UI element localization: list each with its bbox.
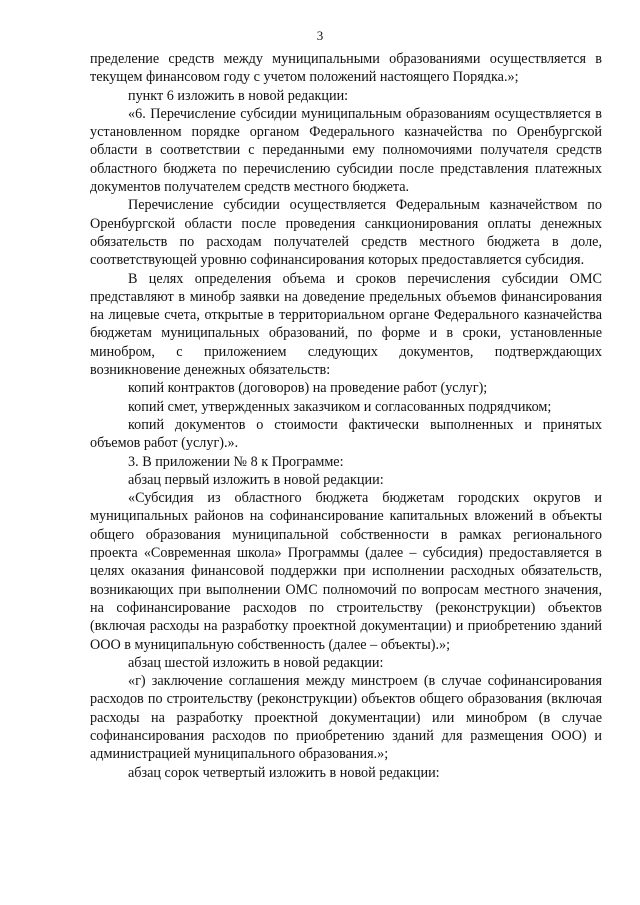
paragraph-4: Перечисление субсидии осуществляется Федеральным казначейством по Оренбургской области после проведения санкционирования оплаты денежных обязательств по расходам получателей средств местного бюджета в доле, соответствующей уровню софинансирования которых предоставляется субсидия. xyxy=(90,197,602,269)
document-body xyxy=(90,50,602,782)
paragraph-10: абзац первый изложить в новой редакции: xyxy=(128,471,384,488)
paragraph-1: пределение средств между муниципальными образованиями осуществляется в текущем финансовом году с учетом положений настоящего Порядка.»; xyxy=(90,51,602,86)
paragraph-13: «г) заключение соглашения между минстроем (в случае софинансирования расходов по строительству (реконструкции) объектов общего образования (включая расходы на разработку проектной документации) или минобром (в случае софинансирования расходов по приобретению зданий для размещения ООО) и администрацией муниципального образования.»; xyxy=(90,673,602,763)
paragraph-6: копий контрактов (договоров) на проведение работ (услуг); xyxy=(128,380,488,397)
paragraph-14: абзац сорок четвертый изложить в новой редакции: xyxy=(128,764,440,781)
paragraph-8: копий документов о стоимости фактически выполненных и принятых объемов работ (услуг).». xyxy=(90,416,602,452)
paragraph-9: 3. В приложении № 8 к Программе: xyxy=(128,453,344,470)
paragraph-2: пункт 6 изложить в новой редакции: xyxy=(128,87,349,104)
paragraph-5: В целях определения объема и сроков перечисления субсидии ОМС представляют в минобр заявки на доведение предельных объемов финансирования на лицевые счета, открытые в территориальном органе Федерального казначейства бюджетам муниципальных образований, по форме и в сроки, установленные минобром, с приложением следующих документов, подтверждающих возникновение денежных обязательств: xyxy=(90,270,602,379)
paragraph-7: копий смет, утвержденных заказчиком и согласованных подрядчиком; xyxy=(128,398,552,415)
paragraph-11: «Субсидия из областного бюджета бюджетам городских округов и муниципальных районов на софинансирование капитальных вложений в объекты общего образования муниципальной собственности в рамках регионального проекта «Современная школа» Программы (далее – субсидия) предоставляется в целях оказания финансовой поддержки при исполнении расходных обязательств, возникающих при выполнении ОМС полномочий по вопросам местного значения, на софинансирование расходов по строительству (реконструкции) объектов (включая расходы на разработку проектной документации) и приобретению зданий ООО в муниципальную собственность (далее – объекты).»; xyxy=(90,490,602,653)
page-number: 3 xyxy=(316,28,324,43)
paragraph-12: абзац шестой изложить в новой редакции: xyxy=(128,654,384,671)
paragraph-3: «6. Перечисление субсидии муниципальным образованиям осуществляется в установленном порядке органом Федерального казначейства по Оренбургской области в соответствии с переданными ему полномочиями получателя средств областного бюджета по перечислению субсидии после представления платежных документов получателем средств местного бюджета. xyxy=(90,105,602,196)
